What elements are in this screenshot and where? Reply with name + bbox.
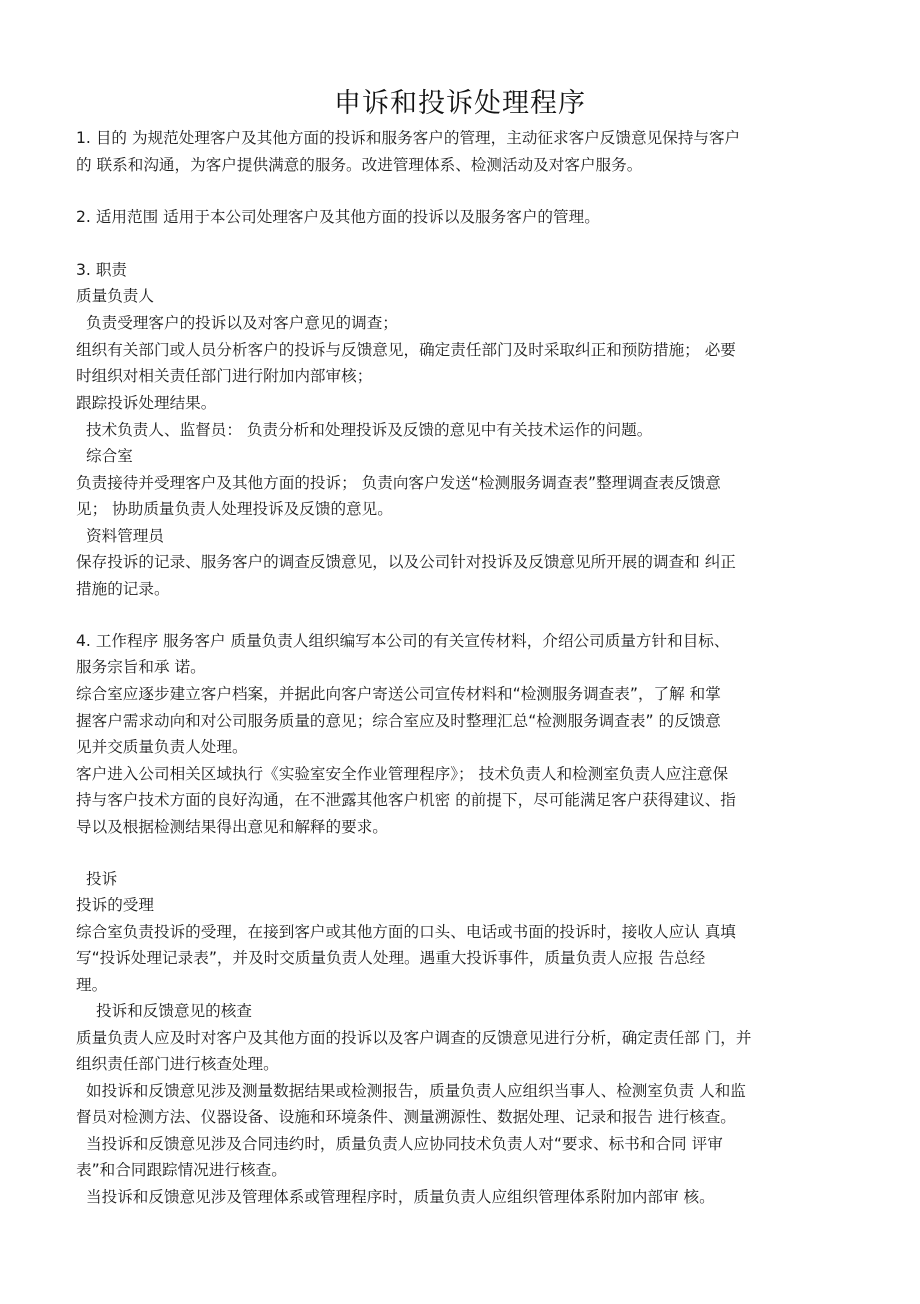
document-title: 申诉和投诉处理程序 [334,88,586,119]
paragraph-line: 客户进入公司相关区域执行《实验室安全作业管理程序》； 技术负责人和检测室负责人应注意保 [76,765,729,783]
paragraph-line: 见并交质量负责人处理。 [76,738,248,756]
paragraph-line: 写“投诉处理记录表”，并及时交质量负责人处理。遇重大投诉事件，质量负责人应报 告总经 [76,949,706,967]
paragraph-line: 如投诉和反馈意见涉及测量数据结果或检测报告，质量负责人应组织当事人、检测室负责 人和监 [86,1082,746,1100]
paragraph-line: 1. 目的 为规范处理客户及其他方面的投诉和服务客户的管理，主动征求客户反馈意见保持与客户 [76,129,741,147]
subheading: 投诉 [86,870,118,888]
paragraph-line: 跟踪投诉处理结果。 [76,394,217,412]
section-heading: 4. 工作程序 服务客户 质量负责人组织编写本公司的有关宣传材料，介绍公司质量方针和目标、 [76,632,730,650]
paragraph-line: 组织责任部门进行核查处理。 [76,1055,279,1073]
paragraph-line: 2. 适用范围 适用于本公司处理客户及其他方面的投诉以及服务客户的管理。 [76,208,600,226]
paragraph-line: 质量负责人应及时对客户及其他方面的投诉以及客户调查的反馈意见进行分析，确定责任部 门，并 [76,1029,752,1047]
paragraph-line: 表”和合同跟踪情况进行核查。 [76,1161,287,1179]
paragraph-line: 组织有关部门或人员分析客户的投诉与反馈意见，确定责任部门及时采取纠正和预防措施； 必要 [76,341,736,359]
paragraph-line: 当投诉和反馈意见涉及管理体系或管理程序时，质量负责人应组织管理体系附加内部审 核。 [86,1188,715,1206]
paragraph-line: 服务宗旨和承 诺。 [76,658,206,676]
paragraph-line: 导以及根据检测结果得出意见和解释的要求。 [76,818,388,836]
paragraph-line: 措施的记录。 [76,580,170,598]
paragraph-line: 的 联系和沟通，为客户提供满意的服务。改进管理体系、检测活动及对客户服务。 [76,156,643,174]
paragraph-line: 时组织对相关责任部门进行附加内部审核； [76,367,373,385]
paragraph-line: 督员对检测方法、仪器设备、设施和环境条件、测量溯源性、数据处理、记录和报告 进行核查。 [76,1108,736,1126]
paragraph-line: 当投诉和反馈意见涉及合同违约时，质量负责人应协同技术负责人对“要求、标书和合同 评审 [86,1135,723,1153]
paragraph-line: 负责受理客户的投诉以及对客户意见的调查； [86,314,398,332]
subheading: 投诉和反馈意见的核查 [96,1002,252,1020]
section-heading: 3. 职责 [76,261,128,279]
paragraph-line: 理。 [76,976,108,994]
paragraph-line: 综合室应逐步建立客户档案，并据此向客户寄送公司宣传材料和“检测服务调查表”，了解 和掌 [76,685,721,703]
paragraph-line: 握客户需求动向和对公司服务质量的意见；综合室应及时整理汇总“检测服务调查表” 的反馈意 [76,712,721,730]
paragraph-line: 综合室负责投诉的受理，在接到客户或其他方面的口头、电话或书面的投诉时，接收人应认 真填 [76,923,736,941]
paragraph-line: 技术负责人、监督员： 负责分析和处理投诉及反馈的意见中有关技术运作的问题。 [86,421,653,439]
subheading: 质量负责人 [76,287,154,305]
paragraph-line: 保存投诉的记录、服务客户的调查反馈意见，以及公司针对投诉及反馈意见所开展的调查和 纠正 [76,553,736,571]
paragraph-line: 负责接待并受理客户及其他方面的投诉； 负责向客户发送“检测服务调查表”整理调查表反馈意 [76,474,721,492]
paragraph-line: 持与客户技术方面的良好沟通，在不泄露其他客户机密 的前提下，尽可能满足客户获得建议、指 [76,791,736,809]
paragraph-line: 见； 协助质量负责人处理投诉及反馈的意见。 [76,500,393,518]
subheading: 投诉的受理 [76,896,154,914]
subheading: 综合室 [86,447,133,465]
subheading: 资料管理员 [86,527,164,545]
